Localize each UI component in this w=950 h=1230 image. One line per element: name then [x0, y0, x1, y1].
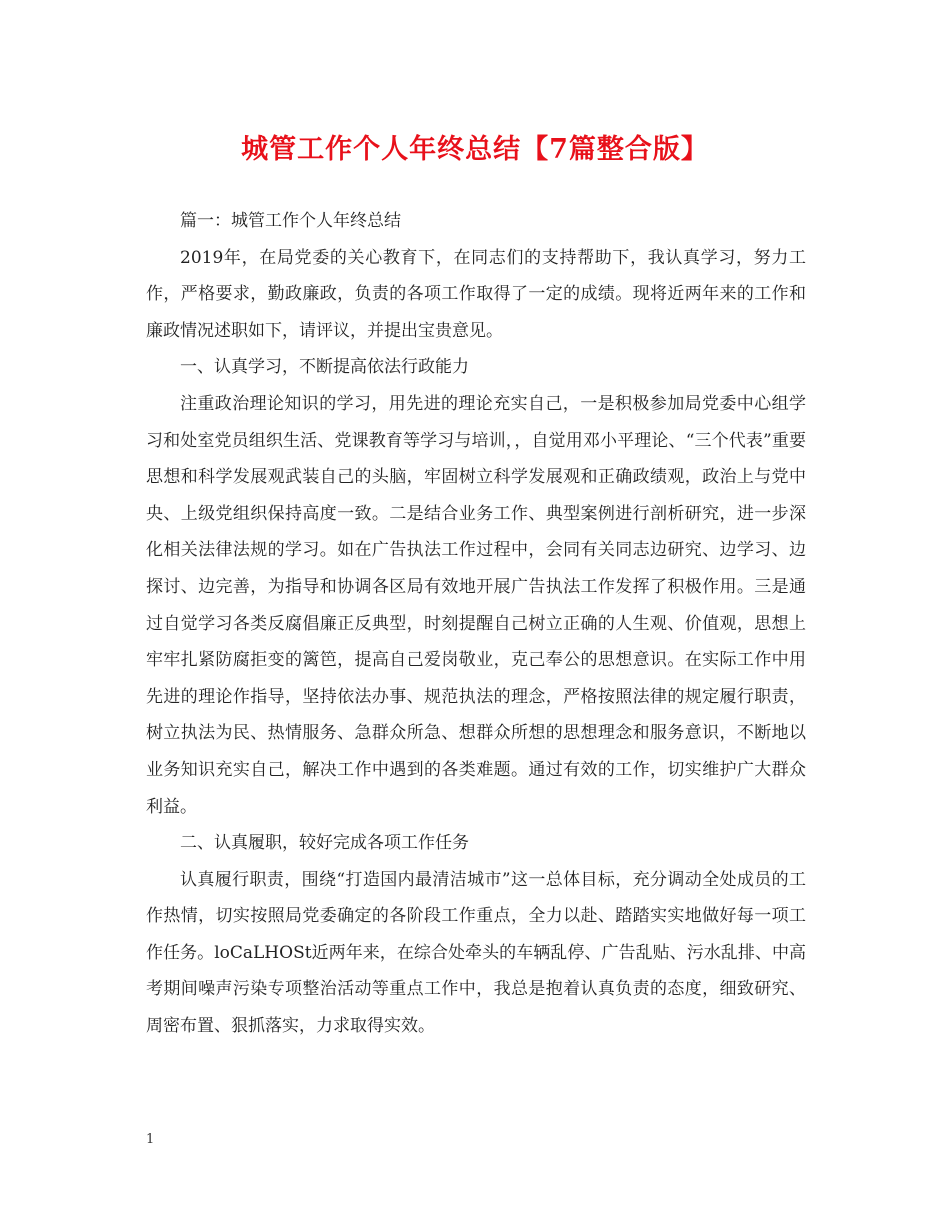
document-body [146, 203, 806, 1045]
section-heading-duties: 二、认真履职，较好完成各项工作任务 [180, 833, 469, 854]
study-paragraph: 注重政治理论知识的学习，用先进的理论充实自己，一是积极参加局党委中心组学习和处室党员组织生活、党课教育等学习与培训，，自觉用邓小平理论、“三个代表”重要思想和科学发展观武装自己的头脑，牢固树立科学发展观和正确政绩观，政治上与党中央、上级党组织保持高度一致。二是结合业务工作、典型案例进行剖析研究，进一步深化相关法律法规的学习。如在广告执法工作过程中，会同有关同志边研究、边学习、边探讨、边完善，为指导和协调各区局有效地开展广告执法工作发挥了积极作用。三是通过自觉学习各类反腐倡廉正反典型，时刻提醒自己树立正确的人生观、价值观，思想上牢牢扎紧防腐拒变的篱笆，提高自己爱岗敬业，克己奉公的思想意识。在实际工作中用先进的理论作指导，坚持依法办事、规范执法的理念，严格按照法律的规定履行职责，树立执法为民、热情服务、急群众所急、想群众所想的思想理念和服务意识，不断地以业务知识充实自己，解决工作中遇到的各类难题。通过有效的工作，切实维护广大群众利益。 [146, 393, 806, 817]
document-title: 城管工作个人年终总结【7篇整合版】 [241, 134, 709, 165]
section-heading-part-one: 篇一：城管工作个人年终总结 [180, 211, 401, 231]
intro-paragraph: 2019年，在局党委的关心教育下，在同志们的支持帮助下，我认真学习，努力工作，严格要求，勤政廉政，负责的各项工作取得了一定的成绩。现将近两年来的工作和廉政情况述职如下，请评议，并提出宝贵意见。 [146, 247, 806, 341]
page-number: 1 [146, 1132, 155, 1147]
duties-paragraph: 认真履行职责，围绕“打造国内最清洁城市”这一总体目标，充分调动全处成员的工作热情，切实按照局党委确定的各阶段工作重点，全力以赴、踏踏实实地做好每一项工作任务。loCaLHOSt近两年来，在综合处牵头的车辆乱停、广告乱贴、污水乱排、中高考期间噪声污染专项整治活动等重点工作中，我总是抱着认真负责的态度，细致研究、周密布置、狠抓落实，力求取得实效。 [146, 869, 806, 1037]
section-heading-study: 一、认真学习，不断提高依法行政能力 [180, 357, 469, 378]
